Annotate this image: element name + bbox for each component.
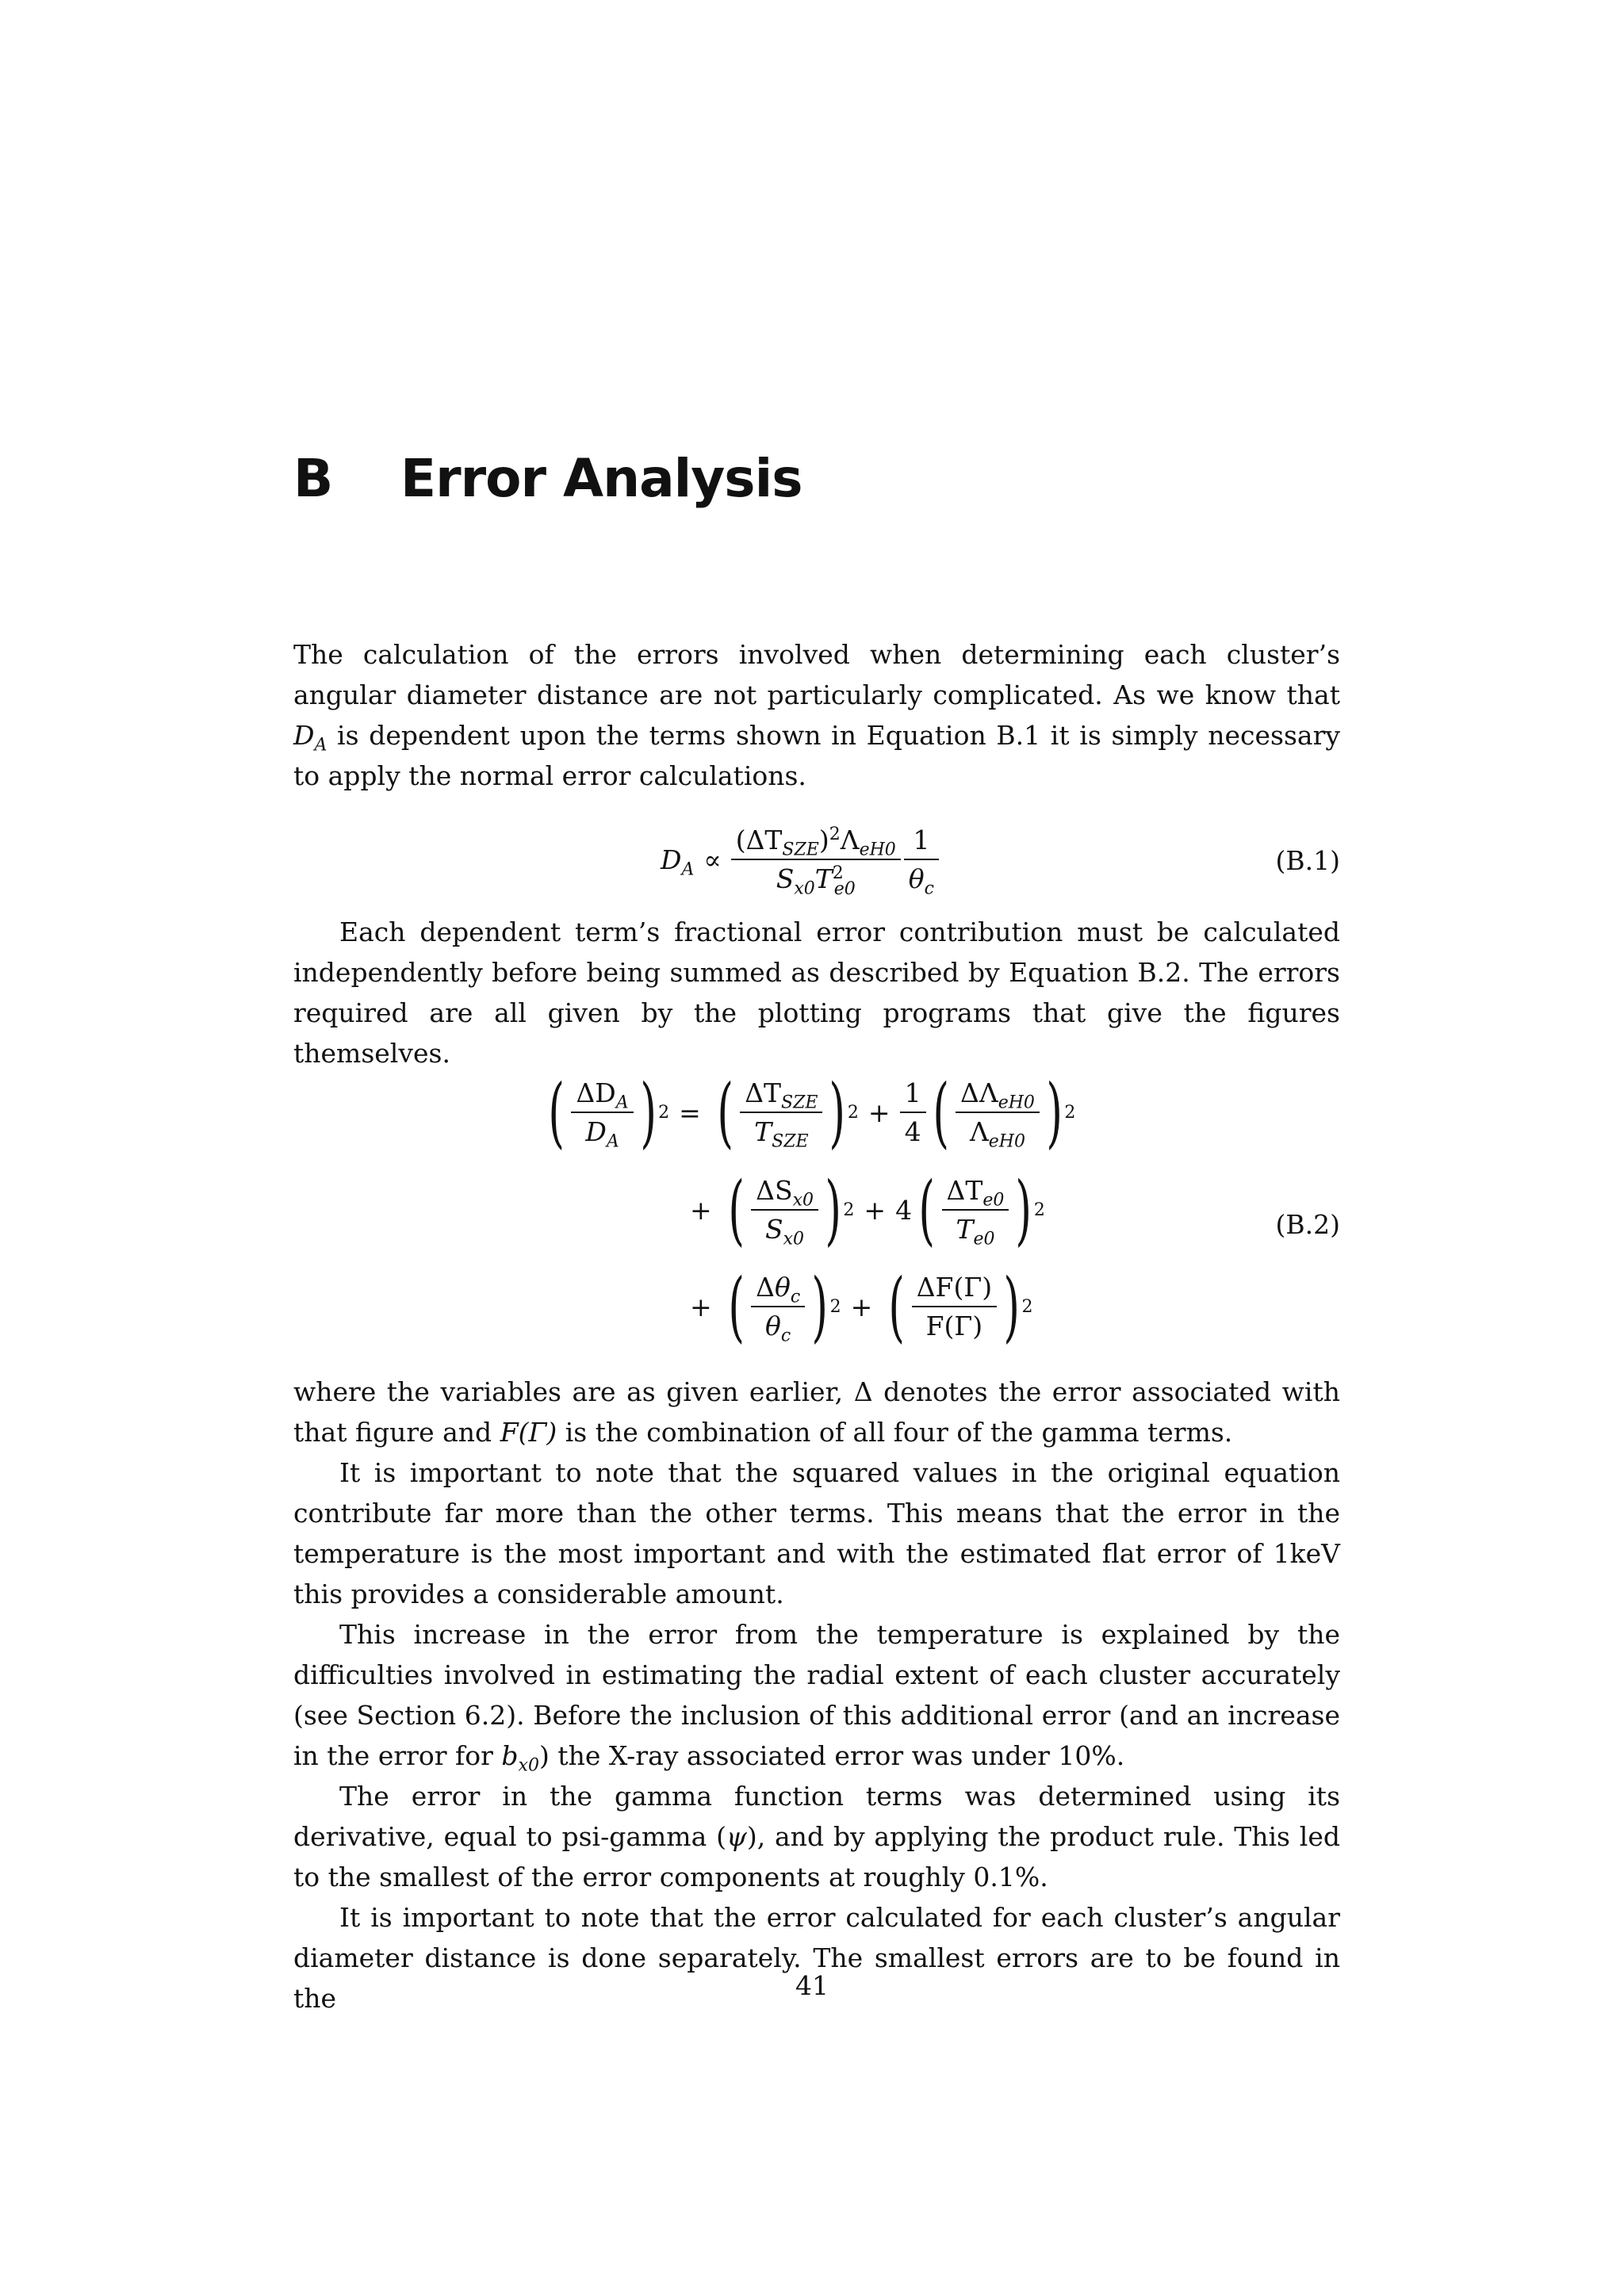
equation-label-b1: (B.1) xyxy=(1275,845,1340,876)
paragraph-text: is dependent upon the terms shown in Equation B.1 it is simply necessary to apply the normal error calculations. xyxy=(293,720,1340,791)
section-number: B xyxy=(293,448,333,509)
paragraph-text: The calculation of the errors involved when determining each cluster’s angular diameter distance are not particularly complicated. As we know that xyxy=(293,639,1340,710)
eq1-angle-fraction: $\frac{1}{\theta_c}$ xyxy=(904,825,939,894)
paragraph-fractional-error: Each dependent term’s fractional error contribution must be calculated independently before being summed as described by Equation B.2. The errors required are all given by the plotting programs that give the figures themselves. xyxy=(293,916,1340,1069)
proportional-symbol: ∝ xyxy=(703,844,722,875)
eq1-main-fraction: $\frac{(\Delta T_{SZE})^2\Lambda_{eH0}}{S_{x0}T^2_{e0}}$ xyxy=(731,825,901,894)
section-title: Error Analysis xyxy=(400,448,802,509)
paragraph-separate-errors: It is important to note that the error calculated for each cluster’s angular diameter distance is done separately. The smallest errors are to be found in the xyxy=(293,1902,1340,2014)
page-number: 41 xyxy=(795,1970,829,2001)
paragraph-gamma-error: The error in the gamma function terms was determined using its derivative, equal to psi-gamma (ψ), and by applying the product rule. This led to the smallest of the error components at roughly 0.1%. xyxy=(293,1781,1340,1892)
paragraph-temperature-error: This increase in the error from the temperature is explained by the difficulties involved in estimating the radial extent of each cluster accurately (see Section 6.2). Before the inclusion of this additional error (and an increase in the error for $b_{x0}$) the X-ray associated error was under 10%. xyxy=(293,1619,1340,1776)
math-da: $D_A$ xyxy=(293,720,327,756)
eq1-lhs: $D_A$ xyxy=(661,844,695,880)
eq2-row-1: ( $\frac{\Delta D_A}{D_A}$ ) 2 = ( $\frac{\Delta T_{SZE}}{T_{SZE}}$ ) 2 + $\frac{1}{4}$ ( $\frac{\Delta\Lambda_{eH0}}{\Lambda_{eH0}}$ ) 2 xyxy=(548,1068,1076,1157)
paragraph-variables: where the variables are as given earlier, Δ denotes the error associated with that figure and F(Γ) is the combination of all four of the gamma terms. xyxy=(293,1376,1340,1448)
eq2-row-3: + ( $\frac{\Delta\theta_c}{\theta_c}$ ) 2 + ( $\frac{\Delta F(\Gamma)}{F(\Gamma)}$ ) 2 xyxy=(690,1262,1033,1351)
equation-label-b2: (B.2) xyxy=(1275,1209,1340,1240)
eq2-row-2: + ( $\frac{\Delta S_{x0}}{S_{x0}}$ ) 2 + 4 ( $\frac{\Delta T_{e0}}{T_{e0}}$ ) 2 xyxy=(690,1165,1045,1254)
paragraph-squared-values: It is important to note that the squared values in the original equation contribute far more than the other terms. This means that the error in the temperature is the most important and with the estimated flat error of 1keV this provides a considerable amount. xyxy=(293,1457,1340,1609)
